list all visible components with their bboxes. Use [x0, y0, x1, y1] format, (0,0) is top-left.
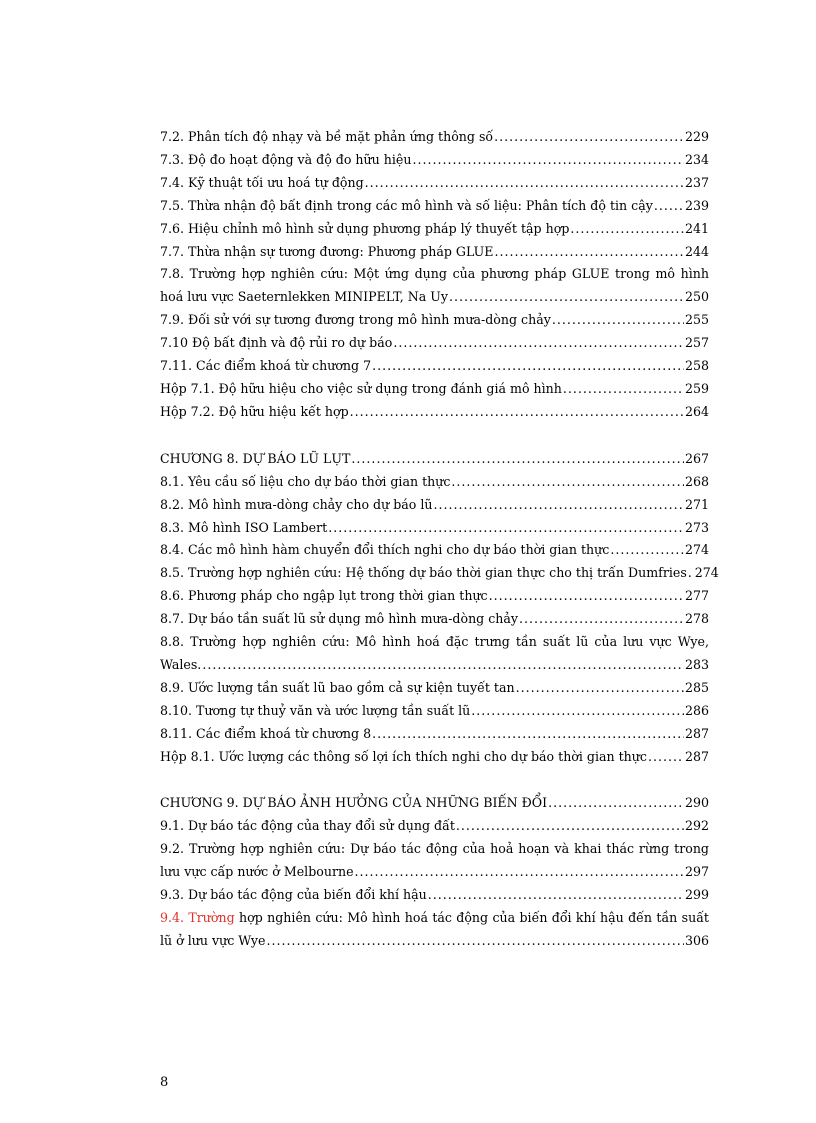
toc-entry[interactable]: 8.9. Ước lượng tần suất lũ bao gồm cả sự kiện tuyết tan ..... 285	[160, 677, 709, 700]
toc-entry[interactable]: 9.2. Trường hợp nghiên cứu: Dự báo tác động của hoả hoạn và khai thác rừng trong lưu vực cấp nước ở Melbourne ..... 297	[160, 838, 709, 884]
toc-entry[interactable]: 8.6. Phương pháp cho ngập lụt trong thời gian thực ..... 277	[160, 585, 709, 608]
toc-entry[interactable]: 8.11. Các điểm khoá từ chương 8 ..... 287	[160, 723, 709, 746]
toc-entry[interactable]: 8.4. Các mô hình hàm chuyển đổi thích nghi cho dự báo thời gian thực ..... 274	[160, 539, 709, 562]
toc-entry[interactable]: 7.9. Đối sử với sự tương đương trong mô hình mưa-dòng chảy ..... 255	[160, 309, 709, 332]
table-of-contents	[160, 126, 719, 953]
toc-entry[interactable]: 7.8. Trường hợp nghiên cứu: Một ứng dụng của phương pháp GLUE trong mô hình hoá lưu vực Saeternlekken MINIPELT, Na Uy ..... 250	[160, 263, 709, 309]
toc-entry[interactable]: 8.1. Yêu cầu số liệu cho dự báo thời gian thực ..... 268	[160, 471, 709, 494]
toc-chapter-heading[interactable]: CHƯƠNG 9. DỰ BÁO ẢNH HƯỞNG CỦA NHỮNG BIẾN ĐỔI ..... 290	[160, 792, 709, 815]
toc-chapter-heading[interactable]: CHƯƠNG 8. DỰ BÁO LŨ LỤT ..... 267	[160, 448, 709, 471]
toc-entry[interactable]: Hộp 7.2. Độ hữu hiệu kết hợp ..... 264	[160, 401, 709, 424]
toc-entry[interactable]: 7.2. Phân tích độ nhạy và bề mặt phản ứng thông số ..... 229	[160, 126, 709, 149]
page-number: 8	[160, 1075, 169, 1090]
toc-entry[interactable]: 9.4. Trường hợp nghiên cứu: Mô hình hoá tác động của biến đổi khí hậu đến tần suất lũ ở lưu vực Wye ..... 306	[160, 907, 709, 953]
toc-entry[interactable]: 7.11. Các điểm khoá từ chương 7 ..... 258	[160, 355, 709, 378]
toc-entry[interactable]: 7.3. Độ đo hoạt động và độ đo hữu hiệu ..... 234	[160, 149, 709, 172]
highlighted-text: 9.4. Trường	[160, 910, 235, 925]
toc-entry[interactable]: Hộp 8.1. Ước lượng các thông số lợi ích thích nghi cho dự báo thời gian thực ..... 287	[160, 746, 709, 769]
toc-entry[interactable]: 7.6. Hiệu chỉnh mô hình sử dụng phương pháp lý thuyết tập hợp ..... 241	[160, 218, 709, 241]
toc-entry[interactable]: 7.10 Độ bất định và độ rủi ro dự báo ..... 257	[160, 332, 709, 355]
toc-entry[interactable]: 9.3. Dự báo tác động của biến đổi khí hậu ..... 299	[160, 884, 709, 907]
toc-entry[interactable]: 8.10. Tương tự thuỷ văn và ước lượng tần suất lũ ..... 286	[160, 700, 709, 723]
toc-entry[interactable]: 8.2. Mô hình mưa-dòng chảy cho dự báo lũ ..... 271	[160, 494, 709, 517]
toc-entry[interactable]: Hộp 7.1. Độ hữu hiệu cho việc sử dụng trong đánh giá mô hình ..... 259	[160, 378, 709, 401]
toc-entry[interactable]: 8.3. Mô hình ISO Lambert ..... 273	[160, 517, 709, 540]
toc-entry[interactable]: 7.4. Kỹ thuật tối ưu hoá tự động ..... 237	[160, 172, 709, 195]
toc-entry[interactable]: 7.7. Thừa nhận sự tương đương: Phương pháp GLUE ..... 244	[160, 241, 709, 264]
toc-entry[interactable]: 9.1. Dự báo tác động của thay đổi sử dụng đất ..... 292	[160, 815, 709, 838]
toc-entry[interactable]: 7.5. Thừa nhận độ bất định trong các mô hình và số liệu: Phân tích độ tin cậy ..... 239	[160, 195, 709, 218]
toc-entry[interactable]: 8.8. Trường hợp nghiên cứu: Mô hình hoá đặc trưng tần suất lũ của lưu vực Wye, Wales. ..... 283	[160, 631, 709, 677]
toc-entry[interactable]: 8.7. Dự báo tần suất lũ sử dụng mô hình mưa-dòng chảy ..... 278	[160, 608, 709, 631]
toc-entry[interactable]: 8.5. Trường hợp nghiên cứu: Hệ thống dự báo thời gian thực cho thị trấn Dumfries ..... 274	[160, 562, 709, 585]
